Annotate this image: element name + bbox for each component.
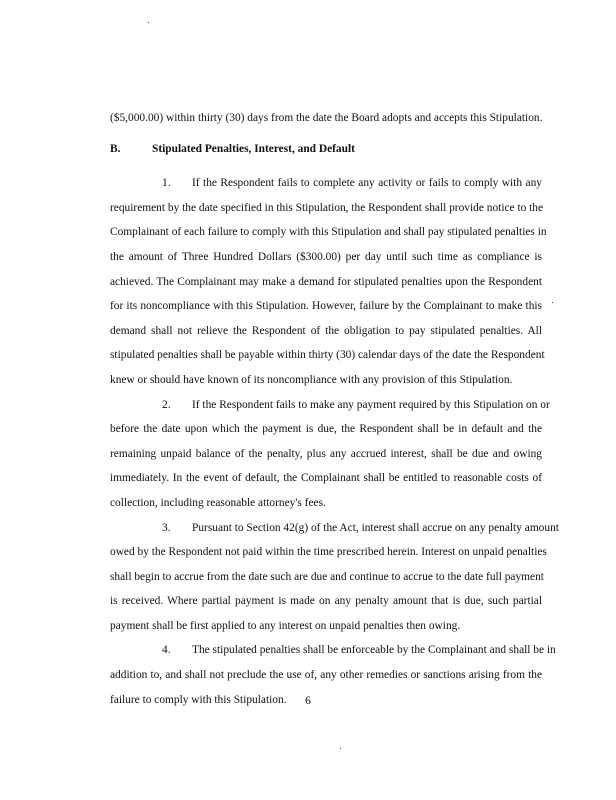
line-text: owed by the Respondent not paid within the time prescribed herein. Interest on unpaid penalties (110, 546, 547, 559)
document-page (110, 106, 559, 712)
line-text: is received. Where partial payment is made on any penalty amount that is due, such partial (110, 595, 542, 608)
section-heading (110, 137, 542, 162)
paragraph-line (110, 270, 542, 295)
paragraph-line (110, 466, 542, 491)
line-text: failure to comply with this Stipulation. (110, 693, 287, 706)
line-text: addition to, and shall not preclude the use of, any other remedies or sanctions arising from the (110, 669, 542, 682)
line-text: Pursuant to Section 42(g) of the Act, interest shall accrue on any penalty amount (192, 521, 559, 534)
paragraph-number: 2. (162, 398, 171, 411)
paragraph-line (110, 294, 542, 319)
paragraph-line (110, 245, 542, 270)
paragraph-line (110, 393, 550, 418)
paragraph-line (110, 540, 547, 565)
paragraph-number: 3. (162, 521, 171, 534)
section-title: Stipulated Penalties, Interest, and Default (152, 142, 355, 155)
scan-speck (552, 302, 553, 303)
paragraph-line (110, 417, 542, 442)
line-text: Complainant of each failure to comply with this Stipulation and shall pay stipulated penalties in (110, 226, 547, 239)
paragraph-3 (110, 516, 559, 639)
paragraph-line (110, 614, 542, 639)
line-text: for its noncompliance with this Stipulation. However, failure by the Complainant to make this (110, 300, 542, 313)
paragraph-number: 4. (162, 644, 171, 657)
line-text: immediately. In the event of default, the Complainant shall be entitled to reasonable costs of (110, 472, 542, 485)
line-text: requirement by the date specified in this Stipulation, the Respondent shall provide notice to the (110, 201, 544, 214)
line-text: shall begin to accrue from the date such are due and continue to accrue to the date full payment (110, 570, 544, 583)
line-text: collection, including reasonable attorney's fees. (110, 496, 326, 509)
paragraph-2 (110, 393, 550, 516)
section-letter: B. (110, 142, 121, 155)
paragraph-line (110, 343, 545, 368)
paragraph-line (110, 663, 542, 688)
paragraph-number: 1. (162, 177, 171, 190)
line-text: remaining unpaid balance of the penalty, plus any accrued interest, shall be due and owing (110, 447, 542, 460)
line-text: If the Respondent fails to make any payment required by this Stipulation on or (192, 398, 550, 411)
line-text: before the date upon which the payment is due, the Respondent shall be in default and the (110, 423, 542, 436)
paragraphs (110, 171, 559, 712)
paragraph-line (110, 442, 542, 467)
paragraph-line (110, 368, 542, 393)
scan-speck (148, 22, 149, 23)
paragraph-line (110, 220, 547, 245)
paragraph-line (110, 171, 542, 196)
paragraph-line (110, 589, 542, 614)
line-text: achieved. The Complainant may make a demand for stipulated penalties upon the Respondent (110, 275, 542, 288)
paragraph-line (110, 196, 542, 221)
paragraph-line (110, 516, 559, 541)
line-text: stipulated penalties shall be payable within thirty (30) calendar days of the date the Respondent (110, 349, 545, 362)
line-text: the amount of Three Hundred Dollars ($300.00) per day until such time as compliance is (110, 250, 542, 263)
paragraph-line (110, 638, 556, 663)
page-number: 6 (305, 695, 311, 707)
paragraph-line (110, 491, 542, 516)
opening-line: ($5,000.00) within thirty (30) days from the date the Board adopts and accepts this Stipulation. (110, 112, 543, 124)
line-text: payment shall be first applied to any interest on unpaid penalties then owing. (110, 619, 461, 632)
paragraph-line (110, 565, 542, 590)
line-text: The stipulated penalties shall be enforceable by the Complainant and shall be in (192, 644, 556, 657)
line-text: demand shall not relieve the Respondent of the obligation to pay stipulated penalties. All (110, 324, 542, 337)
paragraph-1 (110, 171, 547, 392)
line-text: knew or should have known of its noncompliance with any provision of this Stipulation. (110, 373, 513, 386)
paragraph-line (110, 319, 542, 344)
line-text: If the Respondent fails to complete any activity or fails to comply with any (192, 177, 542, 190)
scan-speck (340, 748, 341, 749)
